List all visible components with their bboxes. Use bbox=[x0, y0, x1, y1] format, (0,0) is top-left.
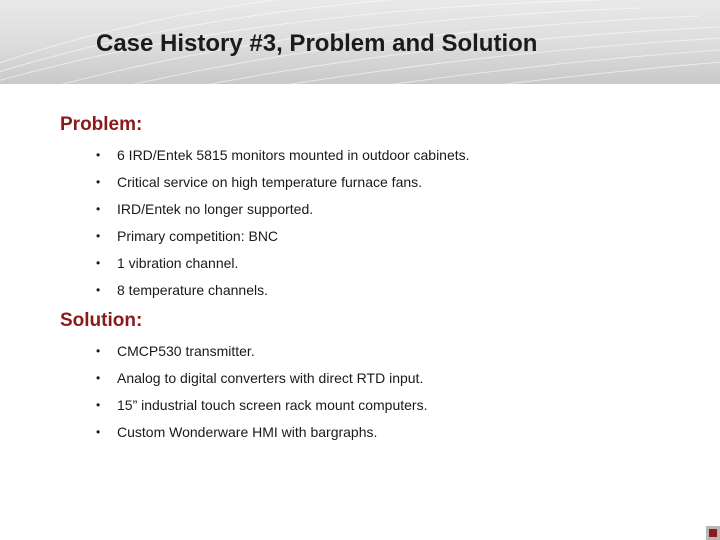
header-band bbox=[0, 0, 720, 84]
problem-item-text: 6 IRD/Entek 5815 monitors mounted in outdoor cabinets. bbox=[117, 147, 470, 163]
problem-item-text: Primary competition: BNC bbox=[117, 228, 279, 244]
solution-item-text: Custom Wonderware HMI with bargraphs. bbox=[117, 424, 378, 440]
bullet-icon: • bbox=[96, 256, 101, 270]
solution-item-text: 15” industrial touch screen rack mount computers. bbox=[117, 397, 428, 413]
problem-item-text: 1 vibration channel. bbox=[117, 255, 239, 271]
problem-item-text: IRD/Entek no longer supported. bbox=[117, 201, 314, 217]
bullet-icon: • bbox=[96, 398, 101, 412]
bullet-icon: • bbox=[96, 229, 101, 243]
bullet-icon: • bbox=[96, 148, 101, 162]
problem-item-text: Critical service on high temperature furnace fans. bbox=[117, 174, 423, 190]
bullet-icon: • bbox=[96, 202, 101, 216]
solution-heading: Solution: bbox=[60, 310, 143, 331]
slide-title: Case History #3, Problem and Solution bbox=[96, 30, 538, 57]
corner-logo-icon bbox=[706, 526, 720, 540]
bullet-icon: • bbox=[96, 283, 101, 297]
problem-item-text: 8 temperature channels. bbox=[117, 282, 268, 298]
solution-item-text: Analog to digital converters with direct RTD input. bbox=[117, 370, 424, 386]
solution-item-text: CMCP530 transmitter. bbox=[117, 343, 255, 359]
bullet-icon: • bbox=[96, 425, 101, 439]
bullet-icon: • bbox=[96, 175, 101, 189]
bullet-icon: • bbox=[96, 371, 101, 385]
problem-heading: Problem: bbox=[60, 114, 143, 135]
bullet-icon: • bbox=[96, 344, 101, 358]
